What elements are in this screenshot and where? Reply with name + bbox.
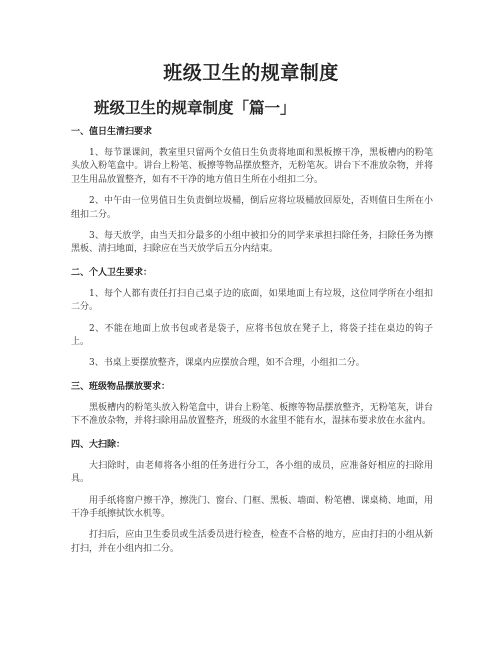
paragraph: 1、每节课课间，教室里只留两个女值日生负责将地面和黑板擦干净，黑板槽内的粉笔头放入粉笔盒中。讲台上粉笔、板擦等物品摆放整齐，无粉笔灰。讲台下不准放杂物，并将卫生用品放置整齐，如有不干净的地方值日生所在小组扣二分。 (71, 148, 433, 185)
document-subtitle: 班级卫生的规章制度「篇一」 (94, 98, 296, 117)
paragraph: 打扫后，应由卫生委员或生活委员进行检查，检查不合格的地方，应由打扫的小组从新打扫，并在小组内扣二分。 (71, 530, 433, 554)
paragraph: 用手纸将窗户擦干净，擦洗门、窗台、门框、黑板、墙面、粉笔槽、课桌椅、地面，用干净手纸擦拭饮水机等。 (71, 495, 433, 519)
paragraph: 2、中午由一位男值日生负责倒垃圾桶，倒后应将垃圾桶放回原处，否则值日生所在小组扣二分。 (71, 196, 433, 220)
section-heading: 二、个人卫生要求： (71, 267, 153, 278)
paragraph: 3、每天放学，由当天扣分最多的小组中被扣分的同学来承担扫除任务，扫除任务为擦黑板、清扫地面，扫除应在当天放学后五分内结束。 (71, 231, 433, 255)
section-heading: 一、值日生清扫要求 (71, 127, 153, 137)
section-heading: 三、班级物品摆放要求： (71, 381, 171, 392)
paragraph: 1、每个人都有责任打扫自己桌子边的底面，如果地面上有垃圾，这位同学所在小组扣二分。 (71, 288, 433, 313)
paragraph: 2、不能在地面上放书包或者是袋子，应将书包放在凳子上，将袋子挂在桌边的钩子上。 (71, 323, 433, 348)
paragraph: 3、书桌上要摆放整齐，课桌内应摆放合理，如不合理，小组扣二分。 (89, 358, 365, 369)
paragraph: 黑板槽内的粉笔头放入粉笔盒中，讲台上粉笔、板擦等物品摆放整齐，无粉笔灰，讲台下不准放杂物，并将扫除用品放置整齐，班级的水盆里不能有水，湿抹布要求放在水盆内。 (71, 402, 433, 427)
document-title: 班级卫生的规章制度 (163, 62, 339, 84)
paragraph: 大扫除时，由老师将各小组的任务进行分工，各小组的成员，应准备好相应的扫除用具。 (71, 460, 433, 485)
section-heading: 四、大扫除： (71, 439, 126, 450)
document-body (71, 126, 433, 556)
